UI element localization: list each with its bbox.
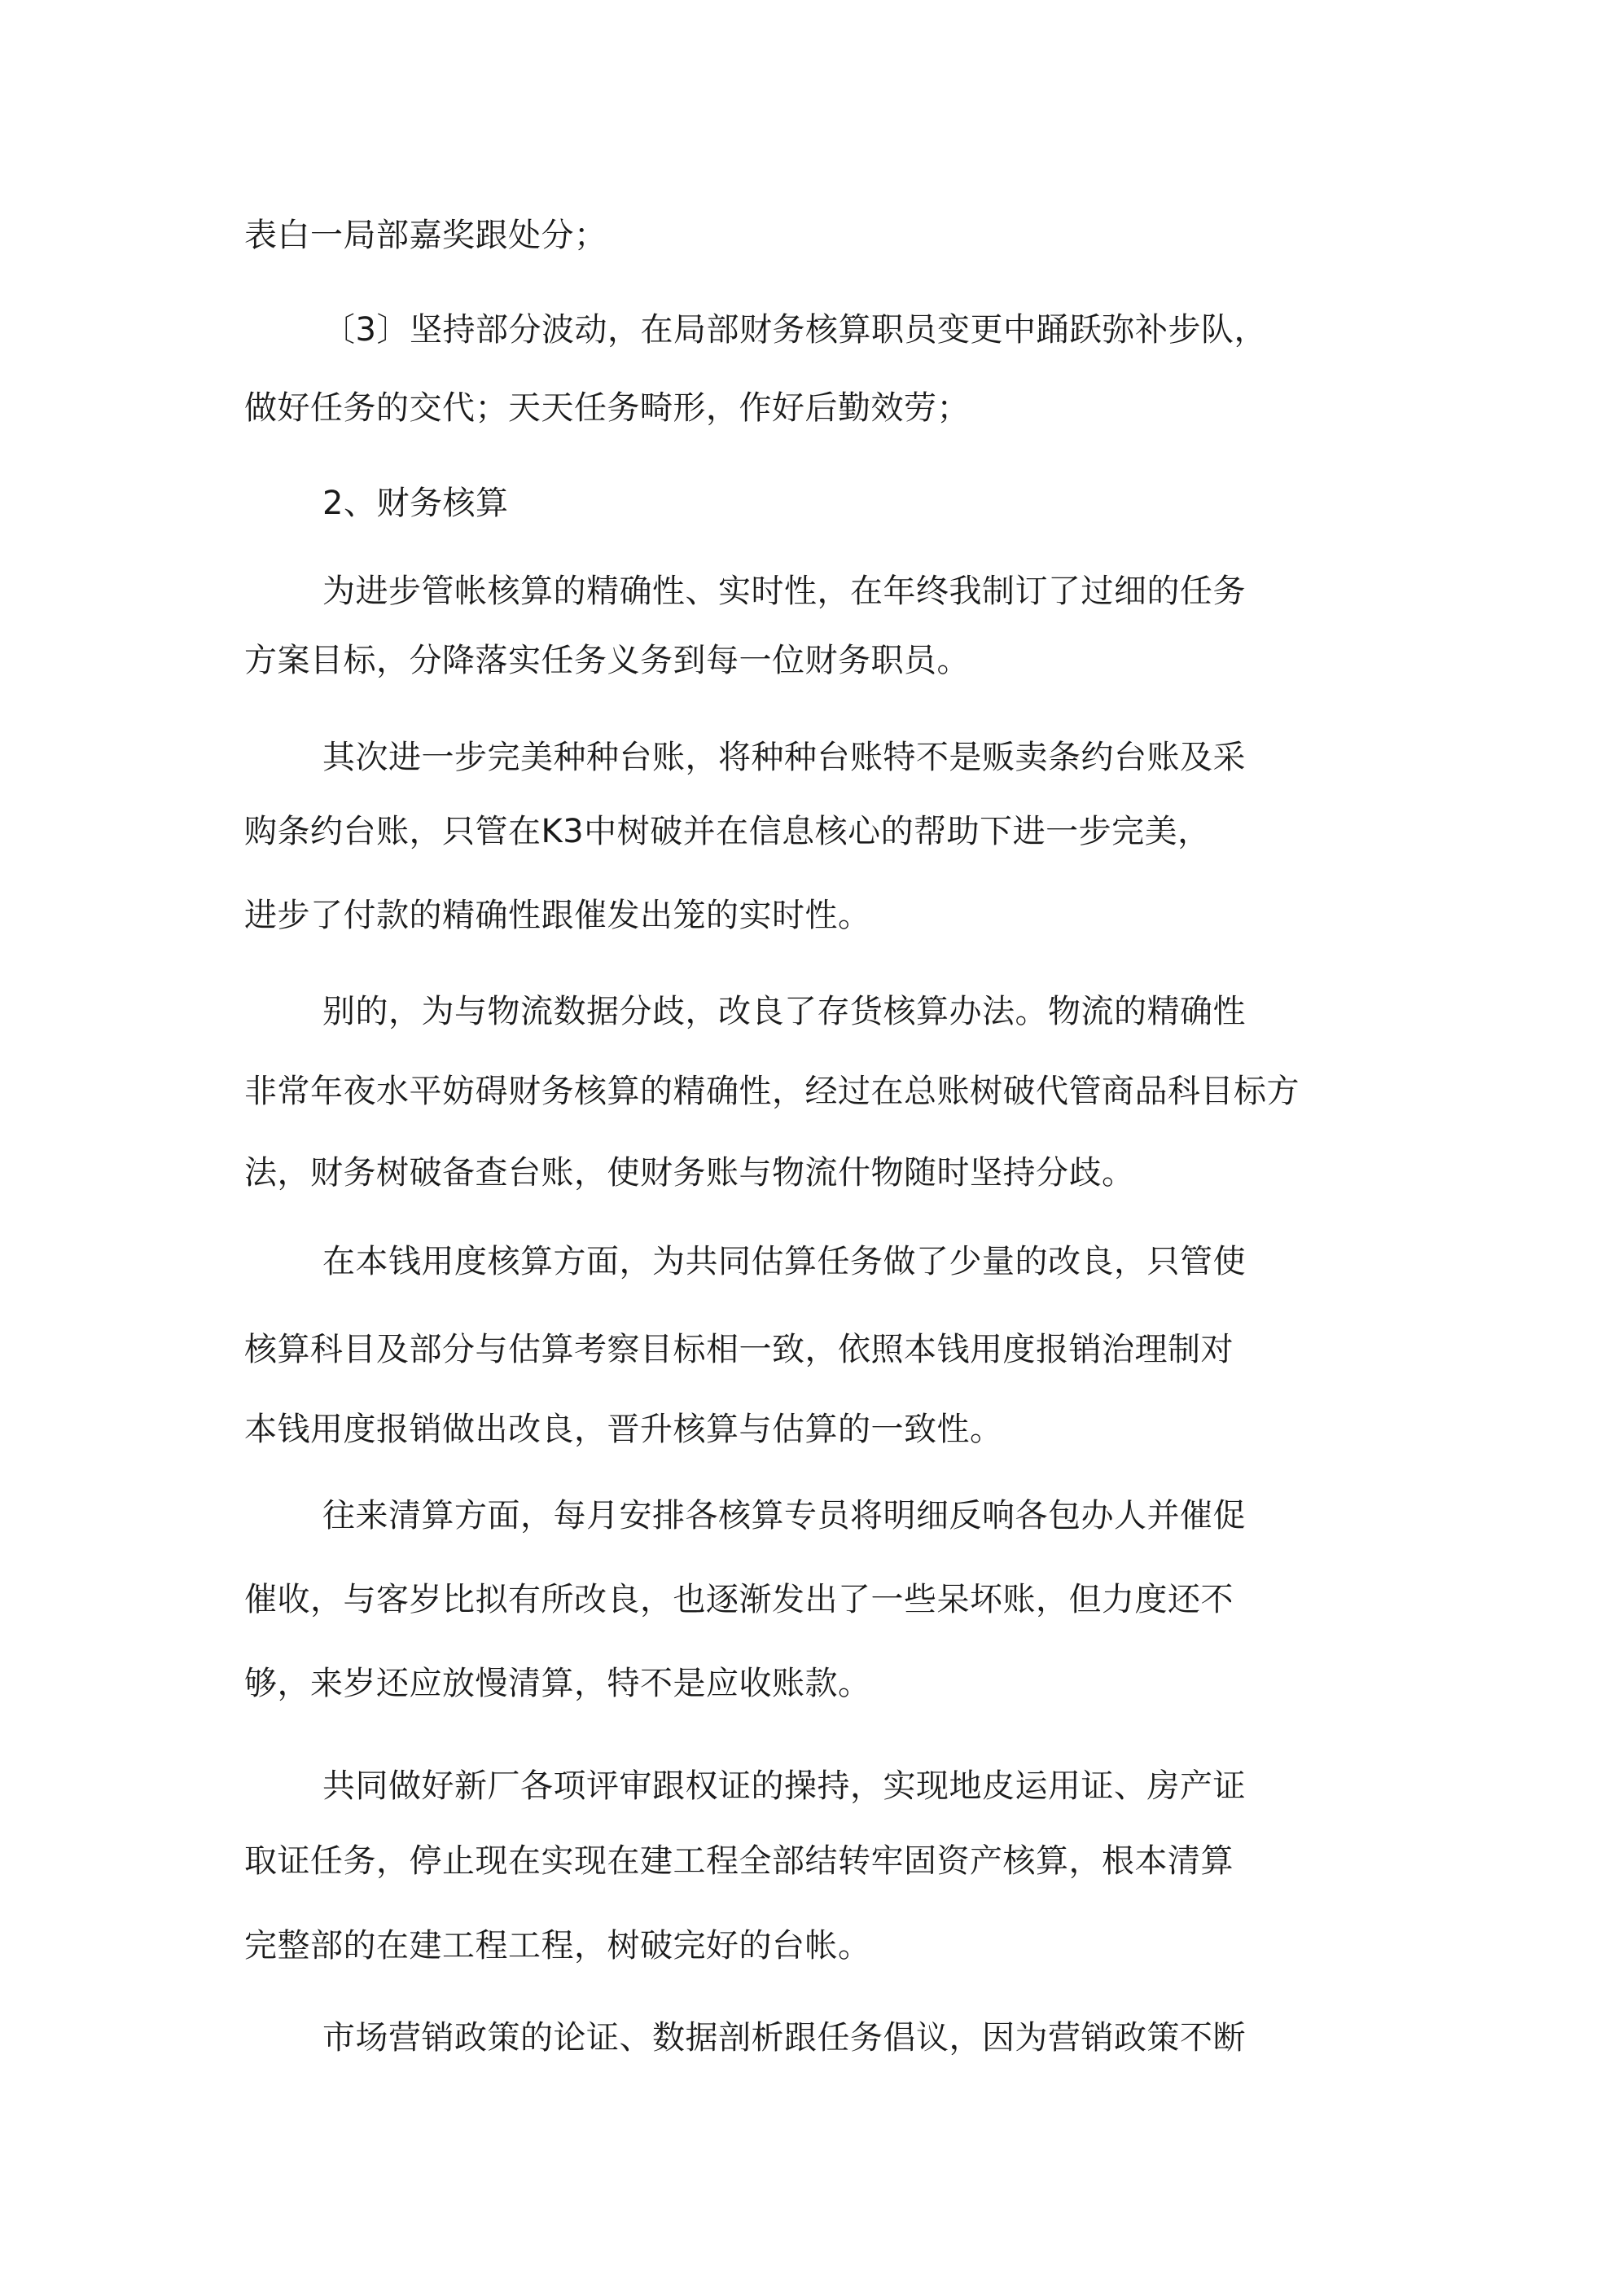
text-line: 做好任务的交代；天天任务畸形，作好后勤效劳； [244,389,970,427]
text-line: 核算科目及部分与估算考察目标相一致，依照本钱用度报销治理制对 [244,1331,1234,1368]
text-line: 共同做好新厂各项评审跟权证的操持，实现地皮运用证、房产证 [322,1767,1246,1805]
text-line: 方案目标，分降落实任务义务到每一位财务职员。 [244,642,970,679]
text-line: 法，财务树破备查台账，使财务账与物流什物随时坚持分歧。 [244,1154,1135,1192]
text-line: 别的，为与物流数据分歧，改良了存货核算办法。物流的精确性 [322,993,1246,1030]
text-line: 完整部的在建工程工程，树破完好的台帐。 [244,1927,871,1965]
section-heading: 2、财务核算 [322,485,509,522]
text-line: 催收，与客岁比拟有所改良，也逐渐发出了一些呆坏账，但力度还不 [244,1581,1234,1618]
text-line: 为进步管帐核算的精确性、实时性，在年终我制订了过细的任务 [322,573,1246,610]
text-line: 往来清算方面，每月安排各核算专员将明细反响各包办人并催促 [322,1497,1246,1534]
text-line: 非常年夜水平妨碍财务核算的精确性，经过在总账树破代管商品科目标方 [244,1073,1300,1110]
text-line: 取证任务，停止现在实现在建工程全部结转牢固资产核算，根本清算 [244,1842,1234,1880]
text-line: 市场营销政策的论证、数据剖析跟任务倡议，因为营销政策不断 [322,2019,1246,2057]
text-line: 其次进一步完美种种台账，将种种台账特不是贩卖条约台账及采 [322,739,1246,776]
text-line: 本钱用度报销做出改良，晋升核算与估算的一致性。 [244,1411,1003,1448]
text-line: 进步了付款的精确性跟催发出笼的实时性。 [244,897,871,934]
text-line: 表白一局部嘉奖跟处分； [244,217,607,254]
text-line: 购条约台账，只管在K3中树破并在信息核心的帮助下进一步完美， [244,813,1211,850]
text-line: 在本钱用度核算方面，为共同估算任务做了少量的改良，只管使 [322,1243,1246,1280]
text-line: 够，来岁还应放慢清算，特不是应收账款。 [244,1665,871,1702]
text-line: 〔3〕坚持部分波动，在局部财务核算职员变更中踊跃弥补步队， [322,311,1267,349]
